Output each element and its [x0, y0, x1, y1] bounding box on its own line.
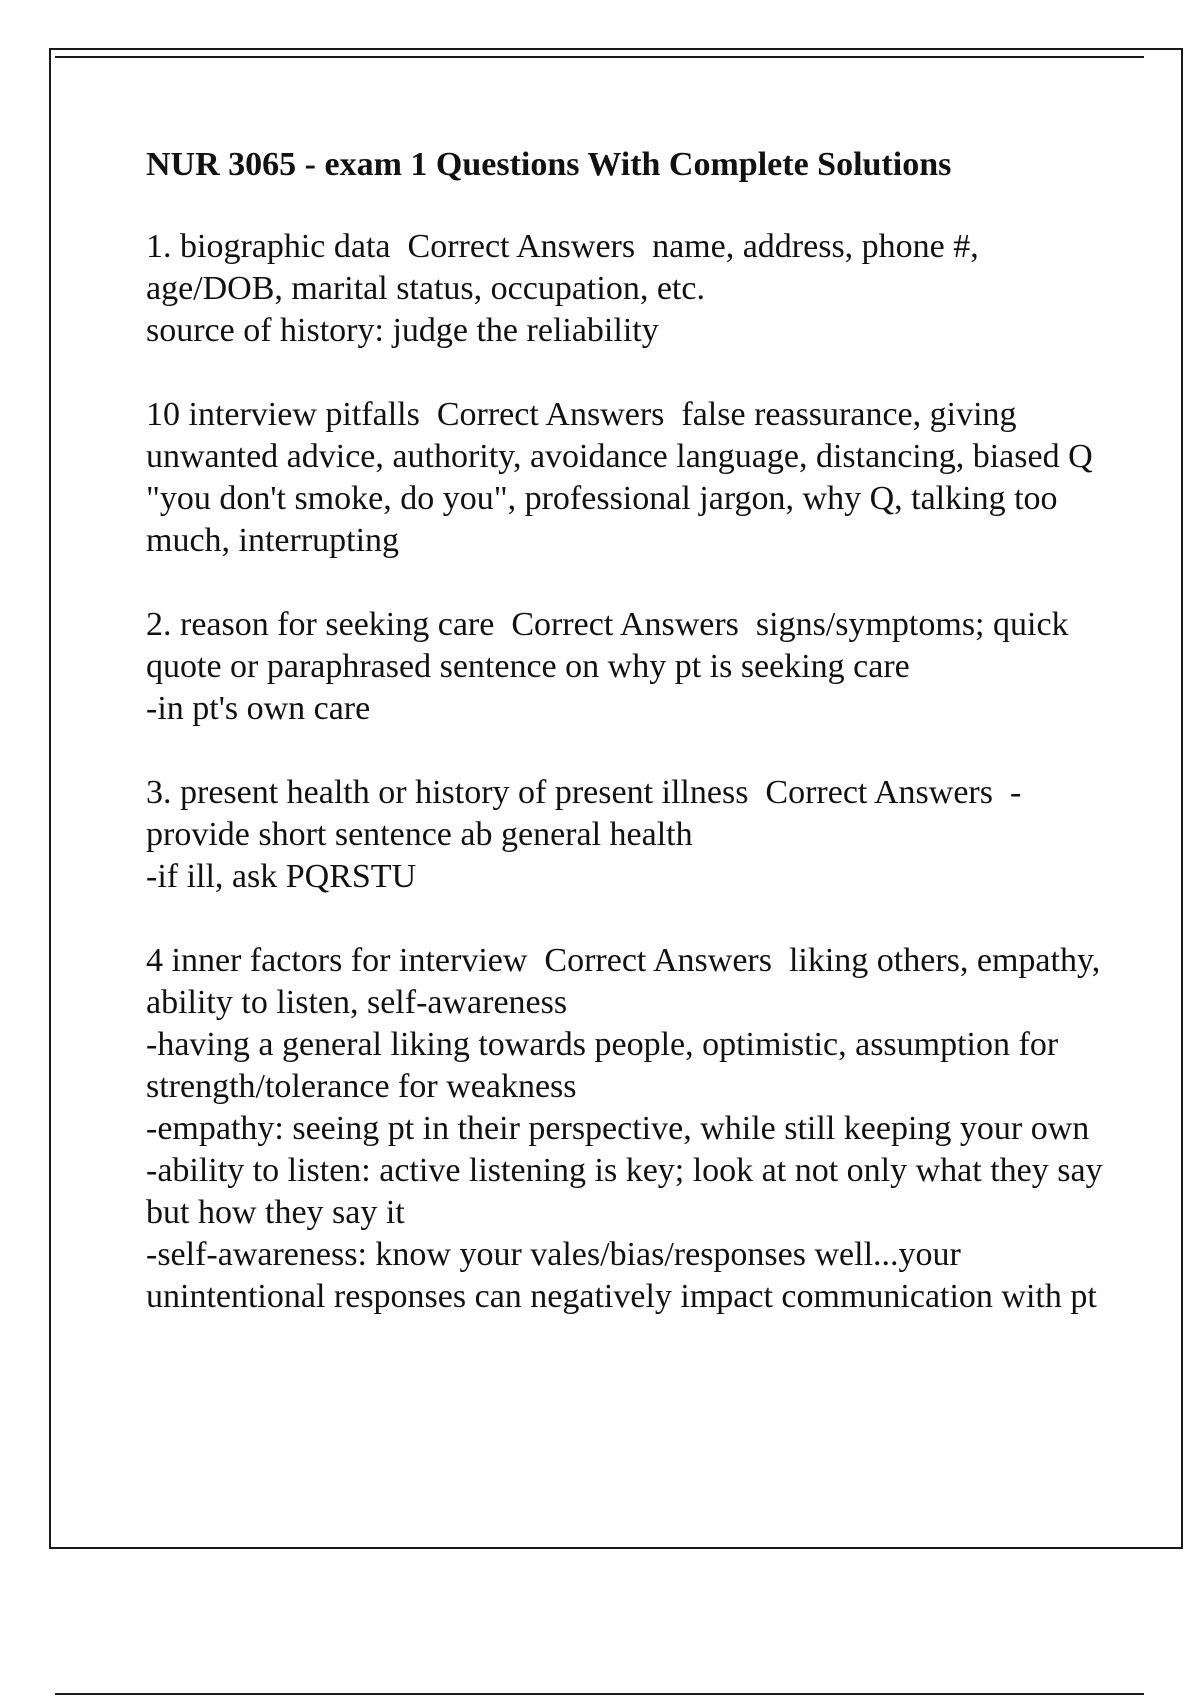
- qa-entry-biographic-data: 1. biographic data Correct Answers name, address, phone #, age/DOB, marital status, occupation, etc. source of history: judge the reliability: [146, 228, 979, 349]
- qa-entry-reason-for-care: 2. reason for seeking care Correct Answers signs/symptoms; quick quote or paraphrased sentence on why pt is seeking care -in pt's own care: [146, 606, 1069, 727]
- qa-entry-inner-factors: 4 inner factors for interview Correct Answers liking others, empathy, ability to listen, self-awareness -having a general liking towards people, optimistic, assumption for strength/tolerance for weakness -empathy: seeing pt in their perspective, while still keeping your own -ability to listen: active listening is key; look at not only what they say but how they say it -self-awareness: know your vales/bias/responses well...your unintentional responses can negatively impact communication with pt: [146, 942, 1103, 1315]
- qa-entry-interview-pitfalls: 10 interview pitfalls Correct Answers false reassurance, giving unwanted advice, authority, avoidance language, distancing, biased Q "you don't smoke, do you", professional jargon, why Q, talking too much, interrupting: [146, 396, 1102, 559]
- document-body: [146, 144, 1106, 1360]
- top-divider: [55, 56, 1144, 58]
- qa-entry-present-health: 3. present health or history of present illness Correct Answers -provide short sentence ab general health -if ill, ask PQRSTU: [146, 774, 1022, 895]
- bottom-divider: [55, 1693, 1144, 1695]
- document-title: NUR 3065 - exam 1 Questions With Complete Solutions: [146, 146, 952, 183]
